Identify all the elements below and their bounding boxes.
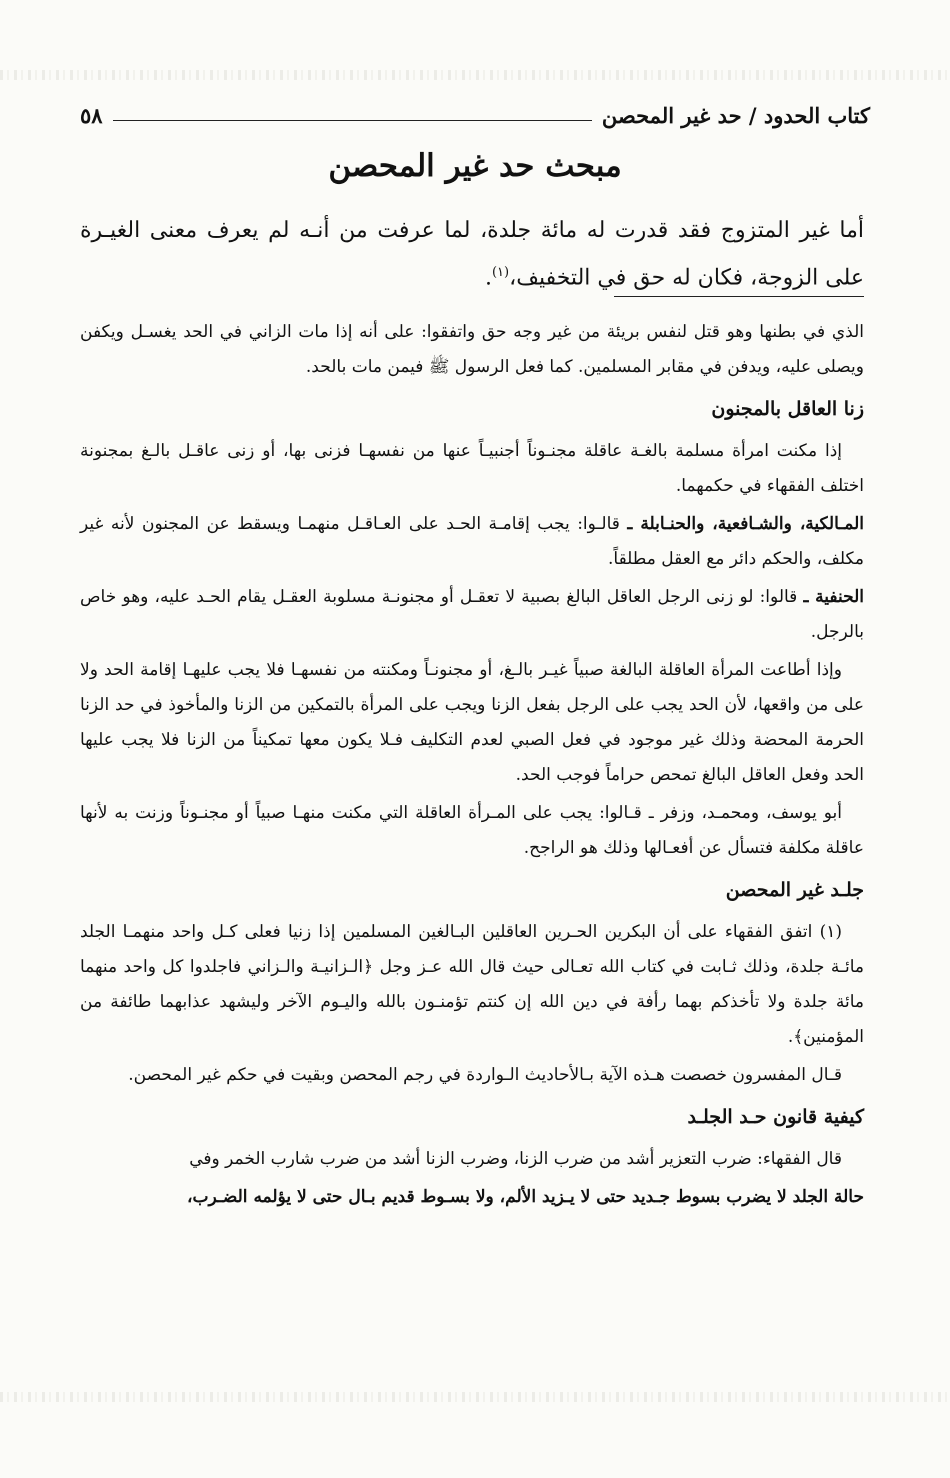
school-label: المـالكية، والشـافعية، والحنـابلة ـ: [627, 514, 865, 534]
scan-noise-top: [0, 70, 950, 80]
note-paragraph: قـال المفسرون خصصت هـذه الآية بـالأحاديث الـواردة في رجم المحصن وبقيت في حكم غير المحصن.: [128, 1065, 842, 1085]
main-paragraph-end: .: [484, 265, 492, 291]
note-paragraph: الحنفية ـ قالوا: لو زنى الرجل العاقل البالغ بصبية لا تعقـل أو مجنونـة مسلوبة العقـل يقام الحـد عليه، وهو خاص بالرجل.: [80, 587, 864, 642]
note-paragraph: إذا مكنت امرأة مسلمة بالغـة عاقلة مجنـوناً أجنبيـاً عنها من نفسهـا فزنى بها، أو زنى عاقـل بالـغ بمجنونة اختلف الفقهاء في حكمهما.: [80, 441, 864, 496]
header-book-title: كتاب الحدود / حد غير المحصن: [601, 103, 870, 128]
header-rule: [113, 120, 592, 121]
note-intro: الذي في بطنها وهو قتل لنفس بريئة من غير وجه حق واتفقوا: على أنه إذا مات الزاني في الحد يغسـل ويكفن ويصلى عليه، ويدفن في مقابر المسلمين. كما فعل الرسول ﷺ فيمن مات بالحد.: [80, 322, 864, 377]
section-heading-method: كيفية قانون حـد الجلـد: [687, 1106, 864, 1128]
school-label: الحنفية ـ: [803, 587, 864, 607]
running-header: [80, 98, 870, 128]
main-paragraph: [80, 210, 864, 299]
note-paragraph: (١) اتفق الفقهاء على أن البكرين الحـرين العاقلين البـالغين المسلمين إذا زنيا فعلى كـل واحد منهمـا الجلد مائـة جلدة، وذلك ثـابت في كتاب الله تعـالى حيث قال الله عـز وجل ﴿الـزانيـة والـزاني فاجلدوا كل واحد منهما مائة جلدة ولا تأخذكم بهما رأفة في دين الله إن كنتم تؤمنـون بالله واليـوم الآخر وليشهد عذابهما طائفة من المؤمنين﴾.: [80, 922, 864, 1047]
section-heading-flogging: جلـد غير المحصن: [725, 879, 864, 901]
note-paragraph: وإذا أطاعت المرأة العاقلة البالغة صبياً غيـر بالـغ، أو مجنونـاً ومكنته من نفسهـا فلا يجب عليهـا إقامة الحد ولا على من واقعها، لأن الحد يجب على الرجل بفعل الزنا ويجب على المرأة بالتمكين من الزنا والمأخوذ في حد الزنا الحرمة المحضة وذلك غير موجود في فعل الصبي لعدم التكليف فـلا يكون معها تمكيناً من الزنا فلا يجب عليها الحد وفعل العاقل البالغ تمحص حراماً فوجب الحد.: [80, 660, 864, 785]
note-paragraph: المـالكية، والشـافعية، والحنـابلة ـ قالـوا: يجب إقامـة الحـد على العـاقـل منهمـا ويسقط عن المجنون لأنه غير مكلف، والحكم دائر مع العقل مطلقاً.: [80, 514, 865, 569]
scan-noise-bottom: [0, 1392, 950, 1402]
footnote-reference: (١): [491, 265, 510, 280]
note-paragraph-bold: حالة الجلد لا يضرب بسوط جـديد حتى لا يـزيد الألم، ولا بسـوط قديم بـال حتى لا يؤلمه الضـرب،: [187, 1187, 864, 1207]
page-title: مبحث حد غير المحصن: [328, 148, 622, 184]
note-paragraph: أبو يوسف، ومحمـد، وزفر ـ قـالوا: يجب على المـرأة العاقلة التي مكنت منهـا صبياً أو مجنـوناً وزنت به لأنها عاقلة مكلفة فتسأل عن أفعـالها وذلك هو الراجح.: [80, 803, 864, 858]
note-paragraph: قال الفقهاء: ضرب التعزير أشد من ضرب الزنا، وضرب الزنا أشد من ضرب شارب الخمر وفي: [189, 1149, 842, 1169]
page-number: ٥٨: [80, 103, 103, 128]
section-heading-insane: زنا العاقل بالمجنون: [711, 398, 864, 420]
footnotes: [80, 315, 864, 1218]
main-paragraph-text: أما غير المتزوج فقد قدرت له مائة جلدة، لما عرفت من أنـه لم يعرف معنى الغيـرة على الزوجة، فكان له حق في التخفيف،: [80, 218, 864, 291]
footnote-separator: [614, 296, 864, 297]
